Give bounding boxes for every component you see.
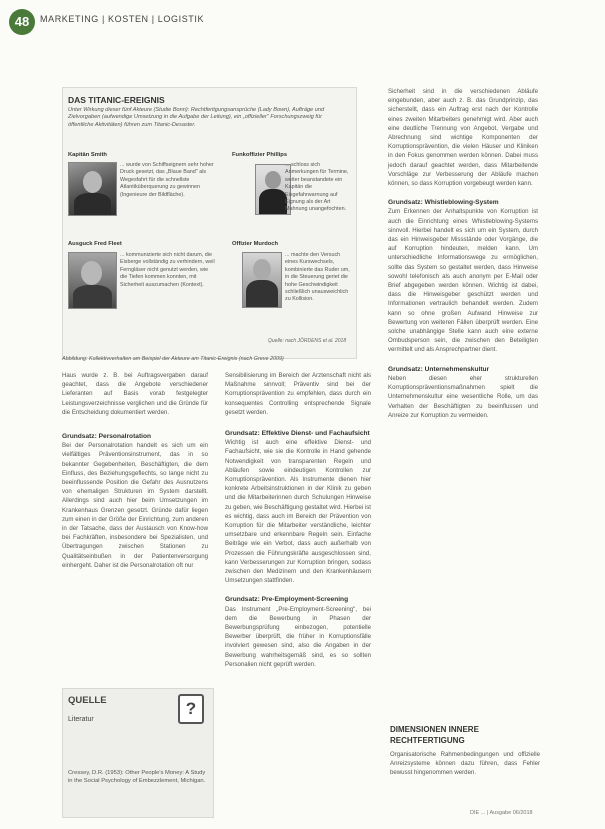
heading-dienstaufsicht: Grundsatz: Effektive Dienst- und Fachaufsicht — [225, 430, 370, 438]
person-name-fleet: Ausguck Fred Fleet — [68, 241, 122, 247]
col2-paragraph-1: Sensibilisierung im Bereich der Arztenschaft nicht als Maßnahme sinnvoll; Präventiv sind bei der Korruptionsprävention zu empfehlen, dass durch ein konsequentes Controlling entsprechende Signale gesetzt werden. — [225, 372, 371, 416]
column-3 — [388, 87, 538, 420]
photo-smith — [68, 162, 117, 216]
quelle-label: QUELLE — [68, 695, 107, 706]
heading-innere-rechtfertigung: DIMENSIONEN INNERE RECHTFERTIGUNG — [390, 725, 479, 745]
person-name-smith: Kapitän Smith — [68, 152, 107, 158]
photo-fleet — [68, 252, 117, 309]
question-icon: ? — [178, 694, 204, 724]
heading-whistleblowing: Grundsatz: Whistleblowing-System — [388, 199, 499, 207]
col1-paragraph-1: Haus wurde z. B. bei Auftragsvergaben darauf geachtet, dass die Angebote verschiedener Lieferanten auf Basis vorab festgelegter Leistungsverzeichnisse verglichen und die Gründe für die Entscheidung dokumentiert werden. — [62, 372, 208, 416]
quote-smith: ... wurde von Schiffseignern sehr hoher Druck gesetzt, das „Blaue Band" als Wegesfahrt für die schnellste Atlantiküberquerung zu gewinnen (Ingenieure der Bildfläche). — [120, 162, 214, 198]
quote-phillips: ... schloss sich Anmerkungen für Termine, weiter beanstandete ein Kapitän die Eisgefahrwarnung auf Eignung als der Art Mahnung unangefochten. — [285, 162, 349, 213]
col3-paragraph-1: Sicherheit sind in die verschiedenen Abläufe eingebunden, aber auch z. B. das Grundprinzip, das sicherstellt, dass ein Auftrag erst nach der Kontrolle eines zweiten Mitarbeiters genehmigt wird. Aber auch eine deutliche Trennung von Angebot, Vergabe und Abrechnung sind wichtige Komponenten der Korruptionsprävention, die vielen Häuser und Kliniken in den Fokus genommen werden können. Dabei muss jedoch darauf geachtet werden, dass Mitarbeitende Vorschläge zur Verbesserung der Abläufe machen können, so dass Korruption vorgebeugt werden kann. — [388, 88, 538, 188]
column-3-bottom — [390, 750, 540, 778]
column-2 — [225, 371, 371, 669]
col3-paragraph-4: Organisatorische Rahmenbedingungen und offizielle Anreizsysteme können dazu führen, dass Fehler bewusst hingenommen werden. — [390, 751, 540, 777]
col2-paragraph-3: Das Instrument „Pre-Employment-Screening", bei dem die Bewerbung in Phasen der Bewerbungsprüfung einbezogen, potentielle Bewerber überprüft, die früher in Korruptionsfälle involviert gewesen sind, also die Angaben in der Bewerbung wahrheitsgemäß sind, es so sollten Personalien nicht geprüft werden. — [225, 605, 371, 668]
photo-murdoch — [242, 252, 282, 308]
heading-personalrotation: Grundsatz: Personalrotation — [62, 433, 152, 440]
col1-paragraph-2: Bei der Personalrotation handelt es sich um ein vielfältiges Präventionsinstrument, das in so bekannter Gegebenheiten, Beschäftigten, die dem Einfluss, des Beziehungsgeflechts, so lange nicht zu beeinflussende Position die Gefahr des Ausnutzens von ehemaligen Strukturen im System darstellt. Allerdings sind auch hier beim Umsetzungen im Krankenhaus Grenzen gesetzt. Gründe dafür liegen zum einen in der Größe der Einrichtung, zum anderen in der Tatsache, dass der Austausch von Know-how bei Fachkräften, insbesondere bei Spezialisten, und Übertragungen zwischen Stationen zu Qualitätseinbußen in der Patientenversorgung einhergeht. Daher ist die Personalrotation oft nur — [62, 442, 208, 569]
quote-murdoch: ... machte den Versuch eines Kurswechsels, kombinierte das Ruder um, in die Steuerung geriet die hohe Geschwindigkeit schließlich unausweichlich zu Kollision. — [285, 252, 350, 303]
quelle-subtitle: Literatur — [68, 716, 94, 723]
col2-paragraph-2: Wichtig ist auch eine effektive Dienst- und Fachaufsicht, wie sie die Kontrolle in Hand gehende Notwendigkeit von transparenten Regeln und Abläufen sowie eindeutigen Kontrollen zur Korruptionsprävention. Als Instrumente dienen hier konkrete Arbeitsinstruktionen in der Klinik zu geben und die Mitarbeiterinnen durch Schulungen Hinweise zu geben, wie Beschäftigung gestaltet wird. Hierbei ist es wichtig, dass auch im Bereich der Prävention von Korruption für die Mitarbeiter verständliche, leichter umsetzbare und erkennbare Regeln sein. Einfache Beiträge wie ein Verbot, dass auch außerhalb von Prozessen die Führungskräfte ausgeschlossen sind, kann Verbesserungen zur Korruption bringen, sodass zwischen den Medizinern und den Krankenhäusern Umsetzungen stattfinden. — [225, 439, 371, 585]
page-number: 48 — [9, 9, 35, 35]
heading-unternehmenskultur: Grundsatz: Unternehmenskultur — [388, 365, 490, 373]
person-name-phillips: Funkoffizier Phillips — [232, 152, 288, 158]
column-1-section — [62, 432, 208, 570]
page-footer: DIE ... | Ausgabe 06/2018 — [470, 810, 533, 816]
person-name-murdoch: Offizier Murdoch — [232, 241, 279, 247]
col3-paragraph-3: Neben diesen eher strukturellen Korruptionspräventionsmaßnahmen spielt die Unternehmenskultur eine wesentliche Rolle, um das Verhalten der Beschäftigten zu beeinflussen und Anreize zur Korruption zu vermeiden. — [388, 374, 538, 419]
heading-pre-employment: Grundsatz: Pre-Employment-Screening — [225, 596, 349, 604]
column-1-top — [62, 371, 208, 417]
infobox-title: DAS TITANIC-EREIGNIS — [68, 95, 165, 105]
quote-fleet: ... kommunizierte sich nicht darum, die Eisberge vollständig zu verhindern, weil Ferngläser nicht genutzt werden, wie die Tiefen kommen konnten, mit Sicherheit auszumachen (Kontext). — [120, 252, 215, 288]
image-credit: Quelle: nach JÖRDENS et al. 2018 — [268, 338, 347, 344]
running-head: MARKETING | KOSTEN | LOGISTIK — [40, 14, 205, 24]
infobox-intro: Unter Wirkung dieser fünf Akteure (Studie Bonn): Rechtfertigungsansprüche (Lady Bown), Aufträge und Zielvorgaben (aufwendige Umsetzung in die Aufgabe der Leitung), ein „offizieller" Forschungszweig für öffentliche Aktivitäten) führen zum Titanic-Desaster. — [68, 107, 325, 128]
quelle-reference: Cressey, D.R. (1953): Other People's Money: A Study in the Social Psychology of Embezzlement, Michigan. — [68, 770, 206, 784]
figure-caption: Abbildung: Kollektivverhalten am Beispiel der Akteure am Titanic-Ereignis (nach Greve 2009) — [62, 356, 284, 362]
col3-paragraph-2: Zum Erkennen der Anhaltspunkte von Korruption ist auch die Einrichtung eines Whistleblowing-Systems sinnvoll. Hierbei handelt es sich um ein System, durch das ein Hinweisgeber Missstände oder Vorgänge, die auf Korruption hindeuten, melden kann. Um unterschiedliche Informationswege zu ermöglichen, sollte das System so gestaltet werden, dass Hinweise sowohl telefonisch als auch anonym per E-Mail oder Brief abgegeben werden können. Wichtig ist dabei, dass die Hinweisgeber geschützt werden und Informationen vertraulich behandelt werden. Zudem kann so ohne großen Aufwand Hinweise zur Bewertung von weiteren Fällen überprüft werden. Eine solche unabhängige Stelle kann auch eine externe Ombudsperson sein, die zwischen den Beteiligten vermittelt und als Ansprechpartner dient. — [388, 208, 538, 354]
